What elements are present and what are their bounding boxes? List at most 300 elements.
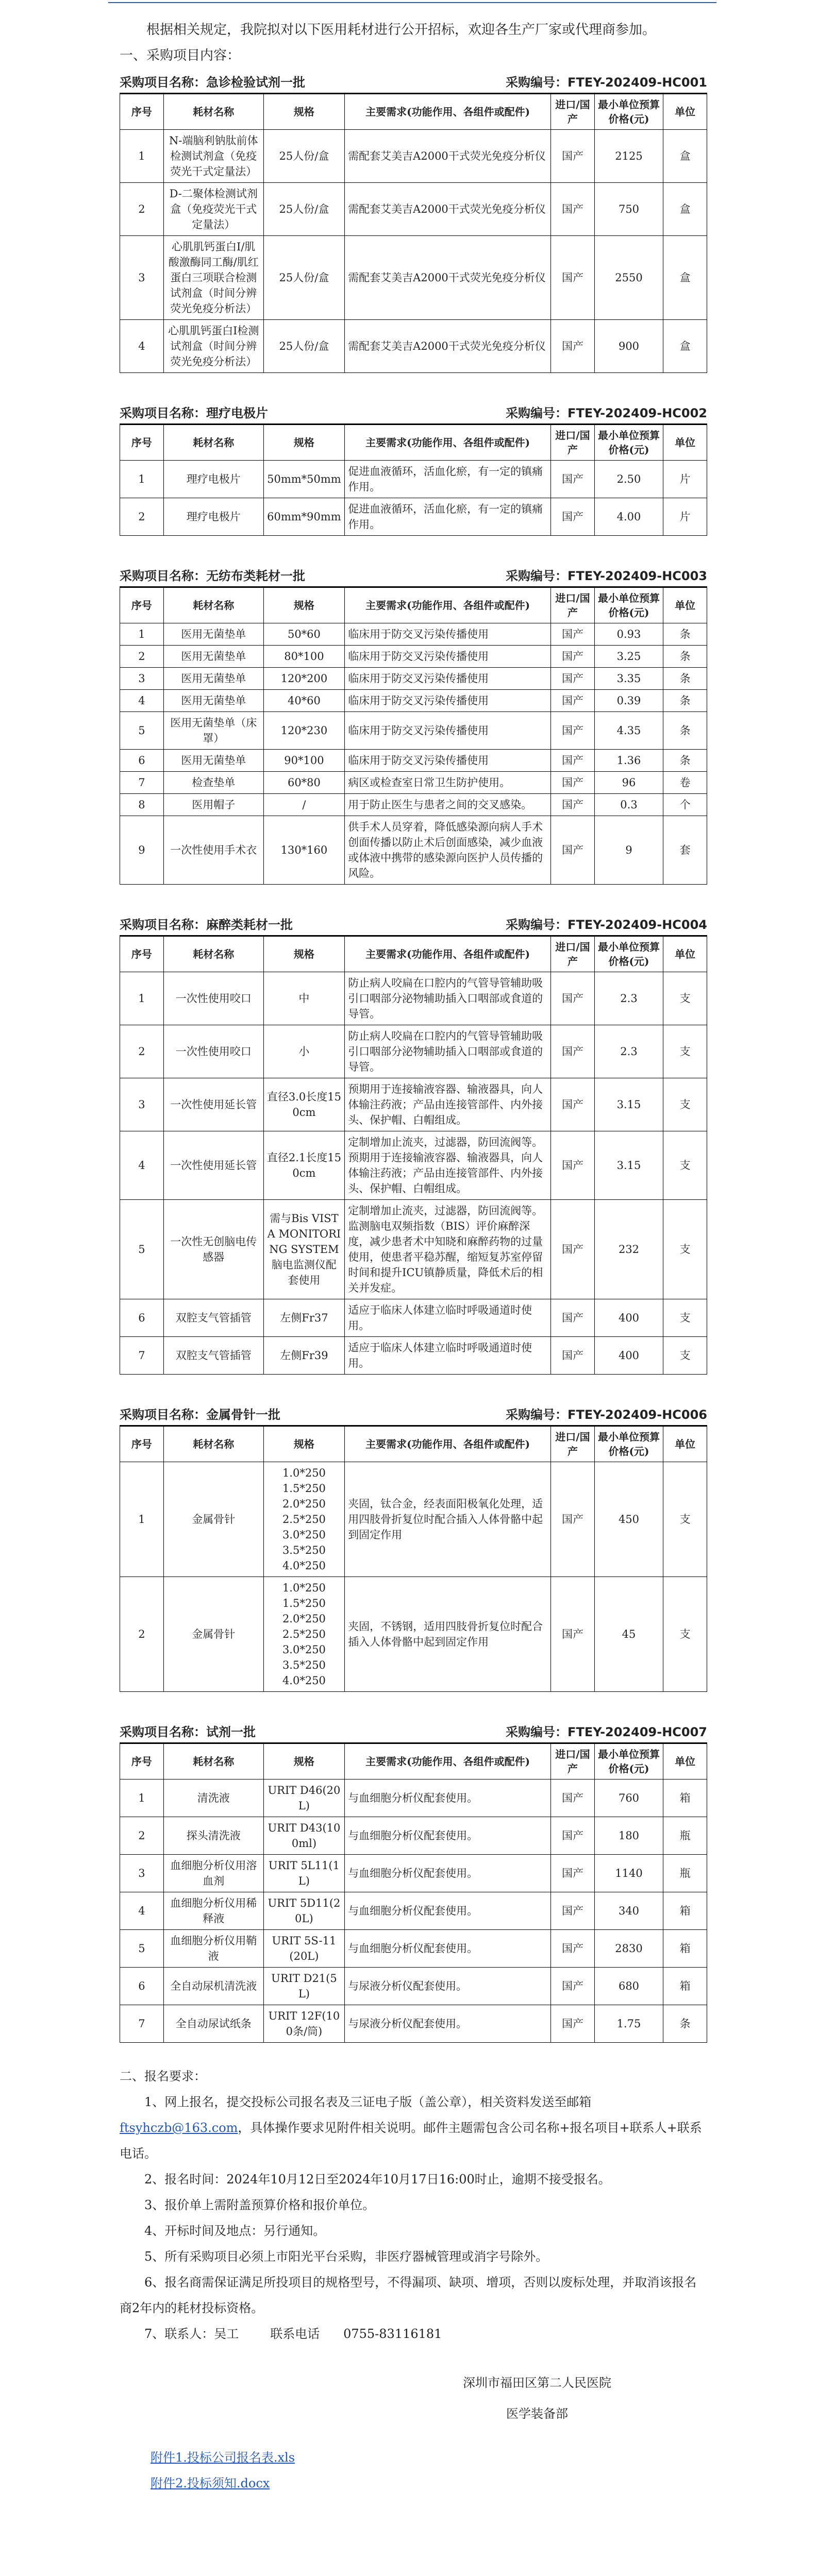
column-header: 进口/国产: [551, 94, 595, 130]
table-cell: 5: [120, 1930, 164, 1968]
table-cell: 箱: [663, 1968, 707, 2005]
table-row: [120, 1892, 707, 1930]
project-name: 采购项目名称：理疗电极片: [120, 406, 268, 420]
table-cell: 条: [663, 668, 707, 690]
table-cell: 用于防止医生与患者之间的交叉感染。: [345, 794, 551, 816]
table-cell: 450: [594, 1462, 663, 1577]
table-cell: 国产: [551, 130, 595, 183]
table-row: [120, 1200, 707, 1299]
table-cell: 6: [120, 750, 164, 772]
table-row: [120, 623, 707, 646]
spacer: [120, 1375, 707, 1401]
table-cell: 定制增加止流夹，过滤器，防回流阀等。监测脑电双频指数（BIS）评价麻醉深度，减少患者术中知晓和麻醉药物的过量使用，使患者平稳苏醒，缩短复苏室停留时间和提升ICU镇静质量，降低术后的相关并发症。: [345, 1200, 551, 1299]
table-cell: URIT 5L11(1L): [263, 1855, 345, 1892]
table-cell: 病区或检查室日常卫生防护使用。: [345, 772, 551, 794]
table-cell: 小: [263, 1025, 345, 1078]
table-cell: 需配套艾美吉A2000干式荧光免疫分析仪: [345, 236, 551, 320]
table-cell: 医用无菌垫单: [163, 750, 263, 772]
spacer: [120, 373, 707, 400]
table-row: [120, 1131, 707, 1200]
column-header: 进口/国产: [551, 425, 595, 461]
project-block: [120, 914, 707, 1375]
table-cell: 4.35: [594, 712, 663, 750]
table-row: [120, 1337, 707, 1375]
table-cell: 医用无菌垫单: [163, 646, 263, 668]
project-code: 采购编号：FTEY-202409-HC007: [506, 1725, 707, 1739]
table-cell: 防止病人咬扁在口腔内的气管导管辅助吸引口咽部分泌物辅助插入口咽部或食道的导管。: [345, 972, 551, 1025]
table-cell: 4.00: [594, 498, 663, 536]
table-cell: 支: [663, 1577, 707, 1692]
table-row: [120, 646, 707, 668]
table-cell: 双腔支气管插管: [163, 1299, 263, 1337]
table-cell: 5: [120, 712, 164, 750]
table-row: [120, 712, 707, 750]
table-cell: 国产: [551, 1577, 595, 1692]
notice-text: 1、网上报名，提交投标公司报名表及三证电子版（盖公章），相关资料发送至邮箱: [144, 2095, 592, 2109]
table-cell: 国产: [551, 183, 595, 236]
spacer: [120, 1692, 707, 1719]
table-cell: 180: [594, 1817, 663, 1855]
project-header: [120, 1722, 707, 1743]
table-cell: 国产: [551, 1462, 595, 1577]
table-cell: 夹固，不锈钢，适用四肢骨折复位时配合插入人体骨骼中起到固定作用: [345, 1577, 551, 1692]
table-cell: 国产: [551, 750, 595, 772]
table-row: [120, 972, 707, 1025]
column-header: 序号: [120, 937, 164, 972]
column-header: 进口/国产: [551, 1744, 595, 1780]
column-header: 单位: [663, 425, 707, 461]
table-cell: 7: [120, 1337, 164, 1375]
table-cell: 清洗液: [163, 1780, 263, 1817]
table-cell: 国产: [551, 1025, 595, 1078]
column-header: 规格: [263, 588, 345, 623]
projects-list: [120, 72, 707, 2043]
column-header: 单位: [663, 937, 707, 972]
notice-item-1: [120, 2089, 707, 2166]
table-cell: 1: [120, 1462, 164, 1577]
column-header: 最小单位预算价格(元): [594, 588, 663, 623]
table-row: [120, 498, 707, 536]
column-header: 主要需求(功能作用、各组件或配件): [345, 1427, 551, 1462]
table-cell: 国产: [551, 1817, 595, 1855]
table-cell: 2.3: [594, 1025, 663, 1078]
table-row: [120, 750, 707, 772]
table-cell: 80*100: [263, 646, 345, 668]
table-cell: 50*60: [263, 623, 345, 646]
table-cell: 医用无菌垫单（床罩）: [163, 712, 263, 750]
table-header-row: [120, 425, 707, 461]
project-block: [120, 403, 707, 536]
column-header: 单位: [663, 1427, 707, 1462]
table-cell: 条: [663, 646, 707, 668]
table-cell: 中: [263, 972, 345, 1025]
email-link[interactable]: ftsyhczb@163.com: [120, 2121, 238, 2135]
table-cell: 680: [594, 1968, 663, 2005]
table-row: [120, 1078, 707, 1131]
table-cell: 国产: [551, 1780, 595, 1817]
table-cell: 国产: [551, 1337, 595, 1375]
notice-title: 二、报名要求：: [120, 2069, 206, 2083]
table-cell: 理疗电极片: [163, 498, 263, 536]
table-row: [120, 2005, 707, 2043]
table-cell: 2.3: [594, 972, 663, 1025]
table-cell: URIT D21(5L): [263, 1968, 345, 2005]
table-cell: 1: [120, 130, 164, 183]
org-name: 深圳市福田区第二人民医院: [463, 2376, 611, 2390]
table-cell: 60*80: [263, 772, 345, 794]
table-cell: 2125: [594, 130, 663, 183]
notice-section: [120, 2063, 707, 2347]
table-cell: 2.50: [594, 461, 663, 498]
project-name: 采购项目名称：麻醉类耗材一批: [120, 918, 293, 932]
column-header: 单位: [663, 94, 707, 130]
table-row: [120, 236, 707, 320]
table-cell: 40*60: [263, 690, 345, 712]
table-row: [120, 1780, 707, 1817]
notice-item-3: 3、报价单上需附盖预算价格和报价单位。: [144, 2198, 375, 2212]
table-cell: 3: [120, 1078, 164, 1131]
table-cell: 25人份/盒: [263, 183, 345, 236]
column-header: 最小单位预算价格(元): [594, 425, 663, 461]
table-header-row: [120, 94, 707, 130]
table-cell: 血细胞分析仪用稀释液: [163, 1892, 263, 1930]
table-cell: 一次性使用咬口: [163, 1025, 263, 1078]
table-cell: 临床用于防交叉污染传播使用: [345, 690, 551, 712]
table-cell: 国产: [551, 972, 595, 1025]
table-cell: 片: [663, 498, 707, 536]
items-table: [120, 1743, 707, 2043]
column-header: 序号: [120, 1427, 164, 1462]
table-header-row: [120, 1744, 707, 1780]
table-cell: 促进血液循环，活血化瘀，有一定的镇痛作用。: [345, 498, 551, 536]
project-code: 采购编号：FTEY-202409-HC003: [506, 569, 707, 583]
table-cell: URIT D46(20L): [263, 1780, 345, 1817]
table-row: [120, 1025, 707, 1078]
project-block: [120, 566, 707, 885]
table-cell: 箱: [663, 1780, 707, 1817]
table-cell: 6: [120, 1299, 164, 1337]
project-code: 采购编号：FTEY-202409-HC006: [506, 1408, 707, 1422]
table-cell: 50mm*50mm: [263, 461, 345, 498]
table-cell: 0.39: [594, 690, 663, 712]
column-header: 序号: [120, 94, 164, 130]
table-cell: 国产: [551, 1200, 595, 1299]
table-cell: 医用无菌垫单: [163, 690, 263, 712]
attachment-link[interactable]: 附件1.投标公司报名表.xls: [151, 2450, 295, 2465]
table-cell: 支: [663, 1200, 707, 1299]
project-block: [120, 1722, 707, 2043]
table-cell: 适应于临床人体建立临时呼吸通道时使用。: [345, 1299, 551, 1337]
table-cell: 需配套艾美吉A2000干式荧光免疫分析仪: [345, 130, 551, 183]
table-cell: URIT 12F(100条/筒): [263, 2005, 345, 2043]
table-cell: 国产: [551, 2005, 595, 2043]
table-cell: 1.0*250 1.5*250 2.0*250 2.5*250 3.0*250 3.5*250 4.0*250: [263, 1462, 345, 1577]
table-cell: 支: [663, 1025, 707, 1078]
table-cell: 直径3.0长度150cm: [263, 1078, 345, 1131]
table-cell: 促进血液循环，活血化瘀，有一定的镇痛作用。: [345, 461, 551, 498]
table-cell: 临床用于防交叉污染传播使用: [345, 750, 551, 772]
table-cell: 盒: [663, 320, 707, 373]
table-cell: 防止病人咬扁在口腔内的气管导管辅助吸引口咽部分泌物辅助插入口咽部或食道的导管。: [345, 1025, 551, 1078]
table-cell: 1: [120, 1780, 164, 1817]
table-cell: 760: [594, 1780, 663, 1817]
table-cell: 适应于临床人体建立临时呼吸通道时使用。: [345, 1337, 551, 1375]
project-header: [120, 72, 707, 94]
table-cell: 与血细胞分析仪配套使用。: [345, 1892, 551, 1930]
table-cell: 条: [663, 750, 707, 772]
table-cell: 支: [663, 1462, 707, 1577]
table-cell: 全自动尿试纸条: [163, 2005, 263, 2043]
table-cell: 预期用于连接输液容器、输液器具，向人体输注药液；产品由连接管部件、内外接头、保护帽、白帽组成。: [345, 1078, 551, 1131]
table-cell: 2: [120, 646, 164, 668]
table-cell: URIT 5S-11(20L): [263, 1930, 345, 1968]
table-cell: 与血细胞分析仪配套使用。: [345, 1855, 551, 1892]
project-header: [120, 1404, 707, 1426]
table-cell: 3: [120, 668, 164, 690]
table-cell: 检查垫单: [163, 772, 263, 794]
table-cell: /: [263, 794, 345, 816]
table-cell: 心肌肌钙蛋白I检测试剂盒（时间分辨荧光免疫分析法）: [163, 320, 263, 373]
project-name: 采购项目名称：金属骨针一批: [120, 1408, 280, 1422]
table-cell: 支: [663, 1078, 707, 1131]
table-cell: 医用无菌垫单: [163, 668, 263, 690]
column-header: 序号: [120, 588, 164, 623]
table-cell: 3.15: [594, 1078, 663, 1131]
table-cell: 瓶: [663, 1855, 707, 1892]
table-cell: 6: [120, 1968, 164, 2005]
table-cell: 2: [120, 1025, 164, 1078]
table-cell: 夹固，钛合金，经表面阳极氧化处理，适用四肢骨折复位时配合插入人体骨骼中起到固定作用: [345, 1462, 551, 1577]
table-cell: 2: [120, 183, 164, 236]
project-block: [120, 1404, 707, 1692]
table-cell: 需配套艾美吉A2000干式荧光免疫分析仪: [345, 320, 551, 373]
table-cell: URIT 5D11(20L): [263, 1892, 345, 1930]
table-cell: 定制增加止流夹，过滤器，防回流阀等。预期用于连接输液容器、输液器具，向人体输注药液；产品由连接管部件、内外接头、保护帽、白帽组成。: [345, 1131, 551, 1200]
spacer: [120, 885, 707, 911]
table-row: [120, 794, 707, 816]
spacer: [120, 536, 707, 563]
table-cell: 金属骨针: [163, 1462, 263, 1577]
table-cell: 个: [663, 794, 707, 816]
column-header: 主要需求(功能作用、各组件或配件): [345, 1744, 551, 1780]
column-header: 耗材名称: [163, 1427, 263, 1462]
notice-item-4: 4、开标时间及地点：另行通知。: [144, 2224, 326, 2238]
table-cell: 国产: [551, 690, 595, 712]
table-cell: 2550: [594, 236, 663, 320]
table-cell: 120*230: [263, 712, 345, 750]
column-header: 规格: [263, 937, 345, 972]
table-cell: 国产: [551, 668, 595, 690]
table-cell: 临床用于防交叉污染传播使用: [345, 668, 551, 690]
table-cell: 箱: [663, 1930, 707, 1968]
table-cell: 2: [120, 1577, 164, 1692]
table-cell: 0.93: [594, 623, 663, 646]
top-divider: [108, 2, 716, 3]
table-cell: 国产: [551, 712, 595, 750]
table-cell: 4: [120, 320, 164, 373]
table-cell: 全自动尿机清洗液: [163, 1968, 263, 2005]
project-name: 采购项目名称：无纺布类耗材一批: [120, 569, 305, 583]
table-cell: 医用帽子: [163, 794, 263, 816]
table-cell: 与血细胞分析仪配套使用。: [345, 1817, 551, 1855]
table-row: [120, 183, 707, 236]
table-cell: 左侧Fr37: [263, 1299, 345, 1337]
table-cell: 1.0*250 1.5*250 2.0*250 2.5*250 3.0*250 3.5*250 4.0*250: [263, 1577, 345, 1692]
table-cell: 25人份/盒: [263, 130, 345, 183]
table-cell: 25人份/盒: [263, 236, 345, 320]
column-header: 序号: [120, 1744, 164, 1780]
table-cell: D-二聚体检测试剂盒（免疫荧光干式定量法）: [163, 183, 263, 236]
column-header: 规格: [263, 425, 345, 461]
table-cell: 400: [594, 1299, 663, 1337]
table-cell: 临床用于防交叉污染传播使用: [345, 646, 551, 668]
table-row: [120, 320, 707, 373]
table-cell: 片: [663, 461, 707, 498]
table-cell: 国产: [551, 236, 595, 320]
table-cell: 7: [120, 772, 164, 794]
intro-paragraph: 根据相关规定，我院拟对以下医用耗材进行公开招标，欢迎各生产厂家或代理商参加。: [146, 22, 656, 38]
column-header: 耗材名称: [163, 425, 263, 461]
table-cell: 96: [594, 772, 663, 794]
table-row: [120, 1968, 707, 2005]
notice-item-7: 7、联系人：吴工 联系电话 0755-83116181: [144, 2327, 442, 2341]
table-cell: 国产: [551, 772, 595, 794]
table-cell: 1140: [594, 1855, 663, 1892]
column-header: 规格: [263, 1744, 345, 1780]
table-cell: 国产: [551, 1930, 595, 1968]
table-cell: 直径2.1长度150cm: [263, 1131, 345, 1200]
table-cell: 理疗电极片: [163, 461, 263, 498]
table-cell: 支: [663, 1337, 707, 1375]
column-header: 主要需求(功能作用、各组件或配件): [345, 588, 551, 623]
table-cell: 4: [120, 690, 164, 712]
table-cell: 国产: [551, 1892, 595, 1930]
column-header: 最小单位预算价格(元): [594, 94, 663, 130]
column-header: 单位: [663, 1744, 707, 1780]
project-header: [120, 914, 707, 936]
table-cell: 国产: [551, 320, 595, 373]
table-row: [120, 1930, 707, 1968]
table-cell: 340: [594, 1892, 663, 1930]
table-cell: 750: [594, 183, 663, 236]
table-cell: 条: [663, 623, 707, 646]
table-cell: 2830: [594, 1930, 663, 1968]
table-cell: 与尿液分析仪配套使用。: [345, 2005, 551, 2043]
table-cell: 1.75: [594, 2005, 663, 2043]
table-cell: 条: [663, 712, 707, 750]
notice-text: ，具体操作要求见附件相关说明。邮件主题需包含公司名称+报名项目+联系人+联系电话。: [120, 2121, 702, 2161]
table-cell: 探头清洗液: [163, 1817, 263, 1855]
table-cell: 供手术人员穿着，降低感染源向病人手术创面传播以防止术后创面感染，减少血液或体液中携带的感染源向医护人员传播的风险。: [345, 816, 551, 885]
table-cell: 60mm*90mm: [263, 498, 345, 536]
table-cell: 支: [663, 1131, 707, 1200]
table-cell: 国产: [551, 1131, 595, 1200]
attachment-link[interactable]: 附件2.投标须知.docx: [151, 2476, 270, 2490]
table-cell: 90*100: [263, 750, 345, 772]
project-name: 采购项目名称：试剂一批: [120, 1725, 256, 1739]
column-header: 耗材名称: [163, 94, 263, 130]
table-cell: 支: [663, 1299, 707, 1337]
column-header: 单位: [663, 588, 707, 623]
attachments: [120, 2445, 707, 2496]
table-cell: 金属骨针: [163, 1577, 263, 1692]
items-table: [120, 1426, 707, 1692]
table-cell: 8: [120, 794, 164, 816]
items-table: [120, 587, 707, 885]
column-header: 主要需求(功能作用、各组件或配件): [345, 937, 551, 972]
document-body: [120, 15, 707, 2496]
table-cell: 国产: [551, 1968, 595, 2005]
column-header: 最小单位预算价格(元): [594, 1744, 663, 1780]
table-row: [120, 772, 707, 794]
table-cell: 支: [663, 972, 707, 1025]
column-header: 进口/国产: [551, 937, 595, 972]
table-cell: 0.3: [594, 794, 663, 816]
column-header: 耗材名称: [163, 588, 263, 623]
column-header: 耗材名称: [163, 1744, 263, 1780]
table-cell: 1: [120, 461, 164, 498]
column-header: 耗材名称: [163, 937, 263, 972]
table-row: [120, 1855, 707, 1892]
items-table: [120, 936, 707, 1375]
project-header: [120, 566, 707, 587]
table-cell: 盒: [663, 183, 707, 236]
table-cell: 3: [120, 236, 164, 320]
table-cell: 国产: [551, 498, 595, 536]
project-code: 采购编号：FTEY-202409-HC002: [506, 406, 707, 420]
table-cell: 与尿液分析仪配套使用。: [345, 1968, 551, 2005]
table-cell: 临床用于防交叉污染传播使用: [345, 623, 551, 646]
table-cell: 5: [120, 1200, 164, 1299]
column-header: 进口/国产: [551, 588, 595, 623]
table-cell: 瓶: [663, 1817, 707, 1855]
column-header: 规格: [263, 94, 345, 130]
table-cell: 9: [594, 816, 663, 885]
table-header-row: [120, 937, 707, 972]
table-cell: 国产: [551, 461, 595, 498]
notice-item-5: 5、所有采购项目必须上市阳光平台采购，非医疗器械管理或消字号除外。: [144, 2249, 548, 2264]
table-row: [120, 1299, 707, 1337]
table-cell: 25人份/盒: [263, 320, 345, 373]
items-table: [120, 94, 707, 373]
notice-item-2: 2、报名时间：2024年10月12日至2024年10月17日16:00时止，逾期不接受报名。: [144, 2172, 611, 2187]
column-header: 序号: [120, 425, 164, 461]
table-cell: 400: [594, 1337, 663, 1375]
table-cell: 与血细胞分析仪配套使用。: [345, 1930, 551, 1968]
table-cell: 条: [663, 690, 707, 712]
table-cell: 45: [594, 1577, 663, 1692]
table-cell: 130*160: [263, 816, 345, 885]
table-cell: 国产: [551, 816, 595, 885]
items-table: [120, 425, 707, 536]
table-cell: 国产: [551, 794, 595, 816]
table-cell: 232: [594, 1200, 663, 1299]
table-cell: 需配套艾美吉A2000干式荧光免疫分析仪: [345, 183, 551, 236]
table-cell: 3.35: [594, 668, 663, 690]
table-cell: 条: [663, 2005, 707, 2043]
table-header-row: [120, 588, 707, 623]
table-cell: 2: [120, 1817, 164, 1855]
table-cell: 900: [594, 320, 663, 373]
table-row: [120, 461, 707, 498]
table-cell: 一次性无创脑电传感器: [163, 1200, 263, 1299]
table-cell: 9: [120, 816, 164, 885]
table-cell: 双腔支气管插管: [163, 1337, 263, 1375]
table-header-row: [120, 1427, 707, 1462]
table-cell: 1: [120, 972, 164, 1025]
column-header: 主要需求(功能作用、各组件或配件): [345, 425, 551, 461]
column-header: 主要需求(功能作用、各组件或配件): [345, 94, 551, 130]
